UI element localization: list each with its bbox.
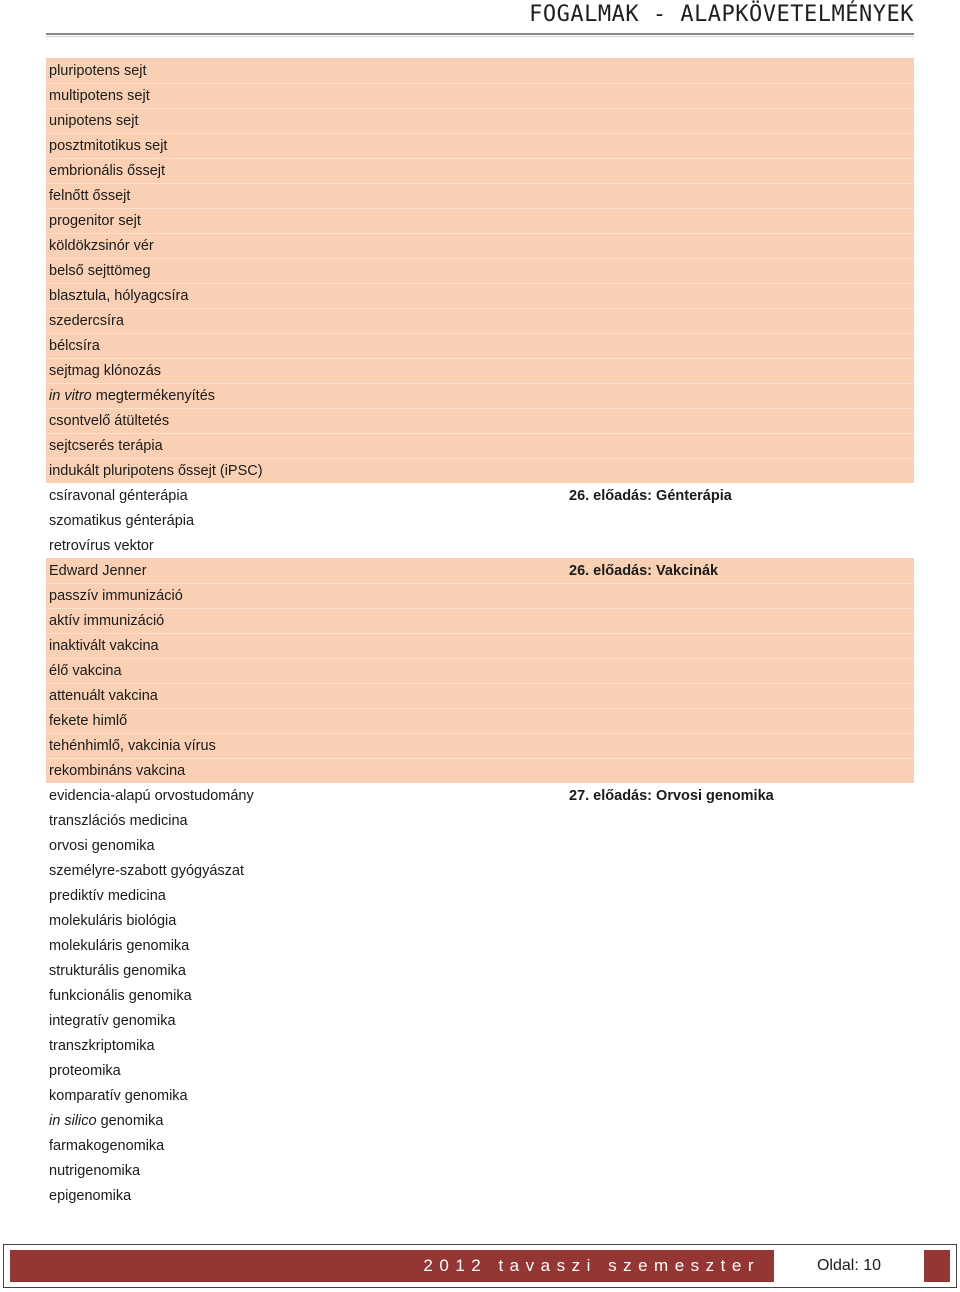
term-cell — [46, 1188, 569, 1204]
term-text: köldökzsinór vér — [49, 237, 154, 254]
term-text: felnőtt őssejt — [49, 187, 131, 204]
term-cell — [46, 963, 569, 979]
table-row — [46, 633, 914, 658]
header-divider-thin — [46, 36, 914, 37]
term-text: transzkriptomika — [49, 1037, 155, 1054]
table-row — [46, 333, 914, 358]
term-cell — [46, 213, 569, 229]
table-row — [46, 483, 914, 508]
term-text: aktív immunizáció — [49, 612, 165, 629]
term-cell — [46, 788, 569, 804]
table-row — [46, 958, 914, 983]
term-text: molekuláris biológia — [49, 912, 177, 929]
term-cell — [46, 188, 569, 204]
term-text: indukált pluripotens őssejt (iPSC) — [49, 462, 263, 479]
term-text: csíravonal génterápia — [49, 487, 188, 504]
term-text: farmakogenomika — [49, 1137, 165, 1154]
term-text: strukturális genomika — [49, 962, 186, 979]
table-row — [46, 708, 914, 733]
term-text: fekete himlő — [49, 712, 128, 729]
lecture-cell: 27. előadás: Orvosi genomika — [569, 787, 774, 804]
term-text: belső sejttömeg — [49, 262, 151, 279]
term-text: Edward Jenner — [49, 562, 147, 579]
term-text: epigenomika — [49, 1187, 132, 1204]
term-text: evidencia-alapú orvostudomány — [49, 787, 254, 804]
term-text: csontvelő átültetés — [49, 412, 170, 429]
term-cell — [46, 863, 569, 879]
table-row — [46, 1033, 914, 1058]
term-cell — [46, 638, 569, 654]
table-row — [46, 258, 914, 283]
term-cell — [46, 263, 569, 279]
term-text: genomika — [96, 1112, 164, 1129]
term-text: transzlációs medicina — [49, 812, 188, 829]
table-row — [46, 858, 914, 883]
term-text: attenuált vakcina — [49, 687, 158, 704]
table-row — [46, 933, 914, 958]
term-cell — [46, 838, 569, 854]
term-cell — [46, 463, 569, 479]
term-text: szedercsíra — [49, 312, 124, 329]
term-cell — [46, 238, 569, 254]
table-row — [46, 658, 914, 683]
table-row — [46, 1008, 914, 1033]
term-cell — [46, 488, 569, 504]
term-cell — [46, 588, 569, 604]
term-cell — [46, 438, 569, 454]
table-row — [46, 533, 914, 558]
term-text: integratív genomika — [49, 1012, 176, 1029]
term-text: proteomika — [49, 1062, 121, 1079]
table-row — [46, 683, 914, 708]
term-cell — [46, 413, 569, 429]
table-row — [46, 183, 914, 208]
term-text: orvosi genomika — [49, 837, 155, 854]
table-row — [46, 1158, 914, 1183]
table-row — [46, 383, 914, 408]
term-cell — [46, 1138, 569, 1154]
term-text: blasztula, hólyagcsíra — [49, 287, 189, 304]
term-cell — [46, 288, 569, 304]
terms-table — [46, 58, 914, 1208]
term-cell — [46, 988, 569, 1004]
table-row — [46, 1183, 914, 1208]
term-text: multipotens sejt — [49, 87, 150, 104]
term-cell — [46, 663, 569, 679]
table-row — [46, 608, 914, 633]
footer-accent-block — [924, 1250, 950, 1282]
term-cell — [46, 1063, 569, 1079]
table-row — [46, 1133, 914, 1158]
term-cell — [46, 313, 569, 329]
term-cell — [46, 1113, 569, 1129]
table-row — [46, 458, 914, 483]
table-row — [46, 1108, 914, 1133]
term-text: prediktív medicina — [49, 887, 166, 904]
table-row — [46, 758, 914, 783]
term-text: posztmitotikus sejt — [49, 137, 168, 154]
term-text: unipotens sejt — [49, 112, 139, 129]
term-cell — [46, 88, 569, 104]
term-cell — [46, 513, 569, 529]
table-row — [46, 108, 914, 133]
term-text: megtermékenyítés — [91, 387, 216, 404]
table-row — [46, 208, 914, 233]
term-cell — [46, 1088, 569, 1104]
table-row — [46, 983, 914, 1008]
term-italic: in vitro — [49, 387, 92, 404]
table-row — [46, 833, 914, 858]
table-row — [46, 233, 914, 258]
term-text: funkcionális genomika — [49, 987, 192, 1004]
term-cell — [46, 688, 569, 704]
table-row — [46, 808, 914, 833]
term-text: retrovírus vektor — [49, 537, 154, 554]
term-cell — [46, 538, 569, 554]
term-text: passzív immunizáció — [49, 587, 183, 604]
header-divider — [46, 33, 914, 35]
table-row — [46, 158, 914, 183]
term-cell — [46, 913, 569, 929]
term-text: pluripotens sejt — [49, 62, 147, 79]
table-row — [46, 583, 914, 608]
term-cell — [46, 338, 569, 354]
term-text: szomatikus génterápia — [49, 512, 195, 529]
table-row — [46, 908, 914, 933]
term-cell — [46, 813, 569, 829]
table-row — [46, 408, 914, 433]
table-row — [46, 558, 914, 583]
term-text: tehénhimlő, vakcinia vírus — [49, 737, 216, 754]
table-row — [46, 308, 914, 333]
term-text: bélcsíra — [49, 337, 100, 354]
term-text: sejtmag klónozás — [49, 362, 162, 379]
term-cell — [46, 763, 569, 779]
term-cell — [46, 563, 569, 579]
term-cell — [46, 138, 569, 154]
page-footer — [3, 1244, 957, 1288]
term-cell — [46, 1013, 569, 1029]
term-cell — [46, 63, 569, 79]
table-row — [46, 433, 914, 458]
footer-semester: 2012 tavaszi szemeszter — [10, 1250, 772, 1282]
table-row — [46, 58, 914, 83]
term-cell — [46, 1038, 569, 1054]
table-row — [46, 1083, 914, 1108]
term-cell — [46, 713, 569, 729]
table-row — [46, 733, 914, 758]
term-cell — [46, 613, 569, 629]
term-text: progenitor sejt — [49, 212, 141, 229]
lecture-cell: 26. előadás: Génterápia — [569, 487, 732, 504]
table-row — [46, 1058, 914, 1083]
table-row — [46, 883, 914, 908]
term-cell — [46, 163, 569, 179]
term-text: rekombináns vakcina — [49, 762, 186, 779]
term-text: embrionális őssejt — [49, 162, 166, 179]
term-text: személyre-szabott gyógyászat — [49, 862, 245, 879]
term-text: komparatív genomika — [49, 1087, 188, 1104]
term-text: molekuláris genomika — [49, 937, 190, 954]
page-header-title: FOGALMAK - ALAPKÖVETELMÉNYEK — [529, 2, 914, 27]
table-row — [46, 133, 914, 158]
term-text: nutrigenomika — [49, 1162, 141, 1179]
table-row — [46, 508, 914, 533]
footer-page-number: Oldal: 10 — [772, 1250, 924, 1282]
term-cell — [46, 113, 569, 129]
term-cell — [46, 738, 569, 754]
term-cell — [46, 1163, 569, 1179]
table-row — [46, 283, 914, 308]
term-cell — [46, 938, 569, 954]
term-cell — [46, 363, 569, 379]
term-text: inaktivált vakcina — [49, 637, 159, 654]
table-row — [46, 83, 914, 108]
term-cell — [46, 888, 569, 904]
term-cell — [46, 388, 569, 404]
term-text: élő vakcina — [49, 662, 122, 679]
lecture-cell: 26. előadás: Vakcinák — [569, 562, 719, 579]
table-row — [46, 783, 914, 808]
table-row — [46, 358, 914, 383]
term-italic: in silico — [49, 1112, 97, 1129]
term-text: sejtcserés terápia — [49, 437, 163, 454]
